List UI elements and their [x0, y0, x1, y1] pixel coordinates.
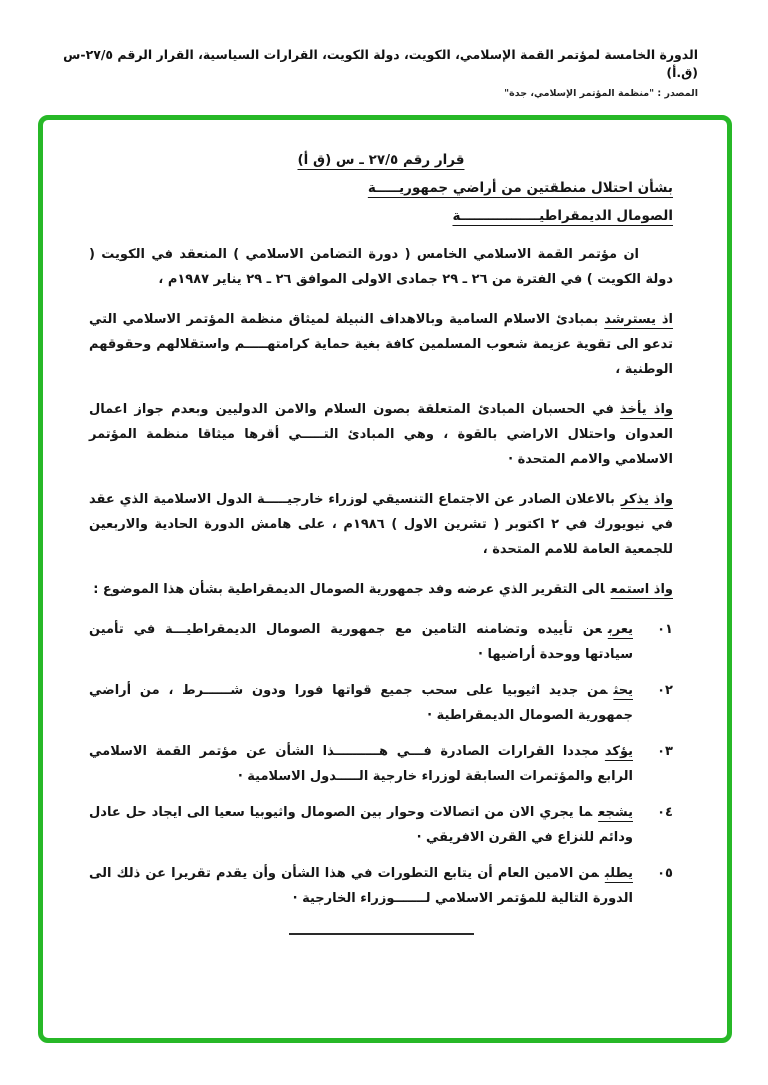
resolution-item — [89, 861, 673, 911]
paragraph-lead: واذ يذكر — [620, 492, 673, 507]
paragraph-text: ان مؤتمر القمة الاسلامي الخامس ( دورة التضامن الاسلامي ) المنعقد في الكويت ( دولة الكويت ) في الفترة من ٢٦ ـ ٢٩ جمادى الاولى الموافق ٢٦ ـ ٢٩ يناير ١٩٨٧م ، — [89, 247, 673, 287]
resolution-item — [89, 739, 673, 789]
paragraph-text: الى التقرير الذي عرضه وفد جمهورية الصومال الديمقراطية بشأن هذا الموضوع : — [93, 582, 605, 597]
item-text — [89, 861, 633, 911]
preamble-paragraph — [89, 487, 673, 562]
source-line: المصدر : "منظمة المؤتمر الإسلامي، جدة" — [504, 88, 698, 99]
preamble-paragraph — [89, 397, 673, 472]
paragraph-lead: اذ يسترشد — [604, 312, 674, 327]
resolution-item — [89, 617, 673, 667]
item-text — [89, 617, 633, 667]
closing-rule — [289, 933, 474, 935]
preamble-paragraph — [89, 242, 673, 292]
item-number: ٠٥ — [657, 866, 673, 881]
paragraph-text: بالاعلان الصادر عن الاجتماع التنسيقي لوزراء خارجيـــــة الدول الاسلامية الذي عقد في نيويورك في ٢ اكتوبر ( تشرين الاول ) ١٩٨٦م ، على هامش الدورة الحادية والاربعين للجمعية العامة للامم المتحدة ، — [89, 492, 673, 557]
item-number: ٠٣ — [657, 744, 673, 759]
item-body: ما يجري الان من اتصالات وحوار بين الصومال واثيوبيا سعيا الى ايجاد حل عادل ودائم للنزاع في القرن الافريقي · — [89, 805, 633, 845]
paragraph-text: في الحسبان المبادئ المتعلقة بصون السلام والامن الدوليين وبعدم جواز اعمال العدوان واحتلال الاراضي بالقوة ، وهي المبادئ التـــــي أقرها ميثاقا منظمة المؤتمر الاسلامي والامم المتحدة · — [89, 402, 673, 467]
paragraph-lead: واذ استمع — [610, 582, 673, 597]
item-body: عن تأييده وتضامنه التامين مع جمهورية الصومال الديمقراطيـــة في تأمين سيادتها ووحدة أراضيها · — [89, 622, 633, 662]
title-line-2: بشأن احتلال منطقتين من أراضي جمهوريـــــة — [367, 180, 673, 196]
item-body: من الامين العام أن يتابع التطورات في هذا الشأن وأن يقدم تقريرا عن ذلك الى الدورة التالية للمؤتمر الاسلامي لـــــــوزراء الخارجية · — [89, 866, 633, 906]
item-lead: يعرب — [607, 622, 633, 637]
preamble-paragraph — [89, 307, 673, 382]
item-lead: يشجع — [598, 805, 633, 820]
item-lead: يؤكد — [604, 744, 633, 759]
resolution-title — [89, 146, 673, 230]
item-number: ٠٤ — [657, 805, 673, 820]
green-frame — [38, 115, 732, 1043]
item-body: من جديد اثيوبيا على سحب جميع قواتها فورا ودون شــــــرط ، من أراضي جمهورية الصومال الديمقراطية · — [89, 683, 633, 723]
item-lead: يطلب — [604, 866, 633, 881]
item-body: مجددا القرارات الصادرة فـــي هــــــــــذا الشأن عن مؤتمر القمة الاسلامي الرابع والمؤتمرات السابقة لوزراء خارجية الـــــدول الاسلامية · — [89, 744, 633, 784]
resolution-item — [89, 678, 673, 728]
citation-header — [0, 0, 768, 99]
item-text — [89, 678, 633, 728]
item-number: ٠٢ — [657, 683, 673, 698]
title-line-3: الصومال الديمقراطيـــــــــــــــــة — [452, 208, 673, 224]
citation-line: الدورة الخامسة لمؤتمر القمة الإسلامي، الكويت، دولة الكويت، القرارات السياسية، القرار الرقم ٢٧/٥-س (ق.أ) — [63, 47, 698, 80]
preamble-paragraph — [89, 577, 673, 602]
item-lead: يحث — [613, 683, 633, 698]
paragraph-text: بمبادئ الاسلام السامية وبالاهداف النبيلة لميثاق منظمة المؤتمر الاسلامي التي تدعو الى تقوية عزيمة شعوب المسلمين كافة بغية حماية كرامتهـــــم واستقلالهم وحقوقهم الوطنية ، — [89, 312, 673, 377]
item-number: ٠١ — [657, 622, 673, 637]
paragraph-lead: واذ يأخذ — [619, 402, 674, 417]
item-text — [89, 739, 633, 789]
title-line-1: قرار رقم ٢٧/٥ ـ س (ق أ) — [297, 152, 465, 168]
resolution-items — [89, 617, 673, 911]
resolution-item — [89, 800, 673, 850]
item-text — [89, 800, 633, 850]
